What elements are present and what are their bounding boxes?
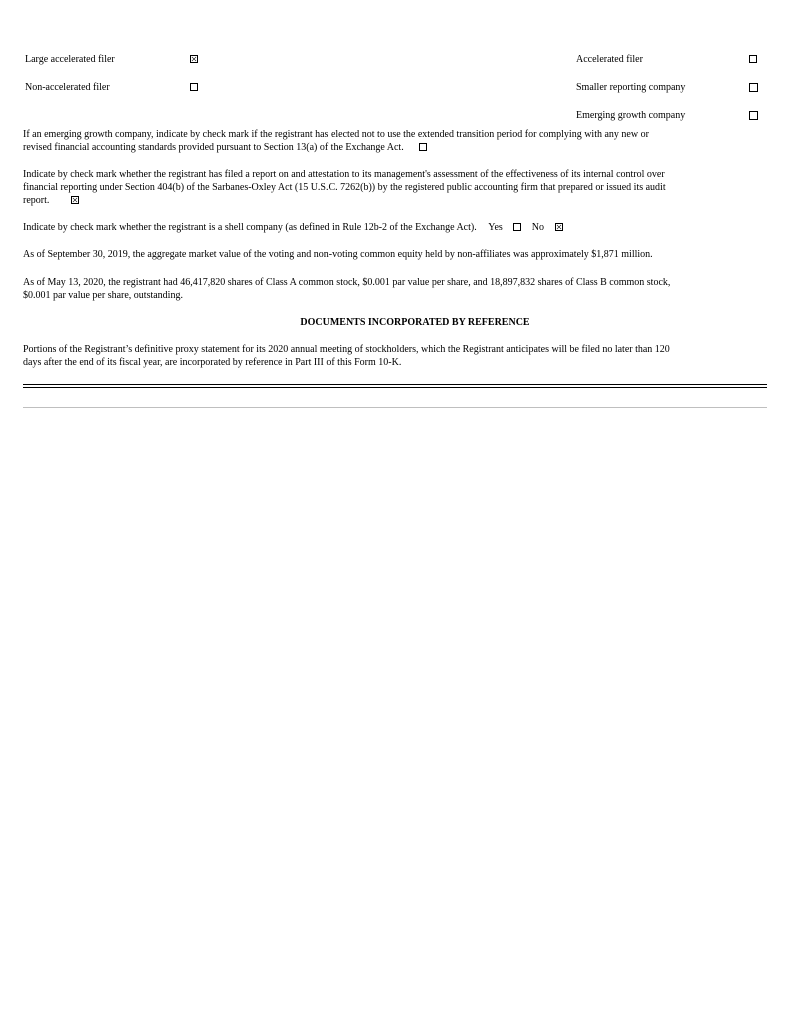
icfr-line-2: financial reporting under Section 404(b) of the Sarbanes-Oxley Act (15 U.S.C. 7262(b)) by the registered public accounting firm that prepared or issued its audit — [23, 182, 666, 193]
transition-period-line-2 — [23, 142, 427, 153]
shell-company-yes-checkbox[interactable] — [513, 223, 521, 231]
double-rule-bottom — [23, 387, 767, 388]
shares-outstanding-line-1: As of May 13, 2020, the registrant had 46,417,820 shares of Class A common stock, $0.001 par value per share, and 18,897,832 shares of Class B common stock, — [23, 277, 671, 288]
transition-period-line-1: If an emerging growth company, indicate by check mark if the registrant has elected not to use the extended transition period for complying with any new or — [23, 129, 649, 140]
smaller-reporting-company-label: Smaller reporting company — [576, 82, 686, 93]
shares-outstanding-line-2: $0.001 par value per share, outstanding. — [23, 290, 183, 301]
shell-company-no-label: No — [531, 222, 545, 233]
large-accelerated-filer-label: Large accelerated filer — [25, 54, 115, 65]
non-accelerated-filer-checkbox[interactable] — [190, 83, 198, 91]
transition-period-text: revised financial accounting standards provided pursuant to Section 13(a) of the Exchange Act. — [23, 142, 404, 153]
non-accelerated-filer-label: Non-accelerated filer — [25, 82, 110, 93]
icfr-line-1: Indicate by check mark whether the registrant has filed a report on and attestation to its management's assessment of the effectiveness of its internal control over — [23, 169, 665, 180]
transition-period-checkbox[interactable] — [419, 143, 427, 151]
emerging-growth-company-label: Emerging growth company — [576, 110, 686, 121]
shell-company-yes-label: Yes — [488, 222, 503, 233]
shell-company-no-checkbox[interactable] — [555, 223, 563, 231]
icfr-report-text: report. — [23, 195, 50, 206]
double-rule-top — [23, 384, 767, 385]
x-mark-icon — [556, 224, 562, 230]
documents-incorporated-line-2: days after the end of its fiscal year, are incorporated by reference in Part III of this Form 10-K. — [23, 357, 402, 368]
documents-incorporated-heading: DOCUMENTS INCORPORATED BY REFERENCE — [300, 317, 530, 328]
accelerated-filer-checkbox[interactable] — [749, 55, 757, 63]
x-mark-icon — [72, 197, 78, 203]
accelerated-filer-label: Accelerated filer — [576, 54, 643, 65]
shell-company-line — [23, 222, 563, 233]
page-separator-rule — [23, 407, 767, 408]
x-mark-icon — [191, 56, 197, 62]
market-value-text: As of September 30, 2019, the aggregate market value of the voting and non-voting common equity held by non-affiliates was approximately $1,871 million. — [23, 249, 653, 260]
icfr-line-3 — [23, 195, 79, 206]
large-accelerated-filer-checkbox[interactable] — [190, 55, 198, 63]
shell-company-text: Indicate by check mark whether the registrant is a shell company (as defined in Rule 12b-2 of the Exchange Act). — [23, 222, 477, 233]
smaller-reporting-company-checkbox[interactable] — [749, 83, 758, 92]
documents-incorporated-line-1: Portions of the Registrant’s definitive proxy statement for its 2020 annual meeting of stockholders, which the Registrant anticipates will be filed no later than 120 — [23, 344, 670, 355]
icfr-checkbox[interactable] — [71, 196, 79, 204]
emerging-growth-company-checkbox[interactable] — [749, 111, 758, 120]
